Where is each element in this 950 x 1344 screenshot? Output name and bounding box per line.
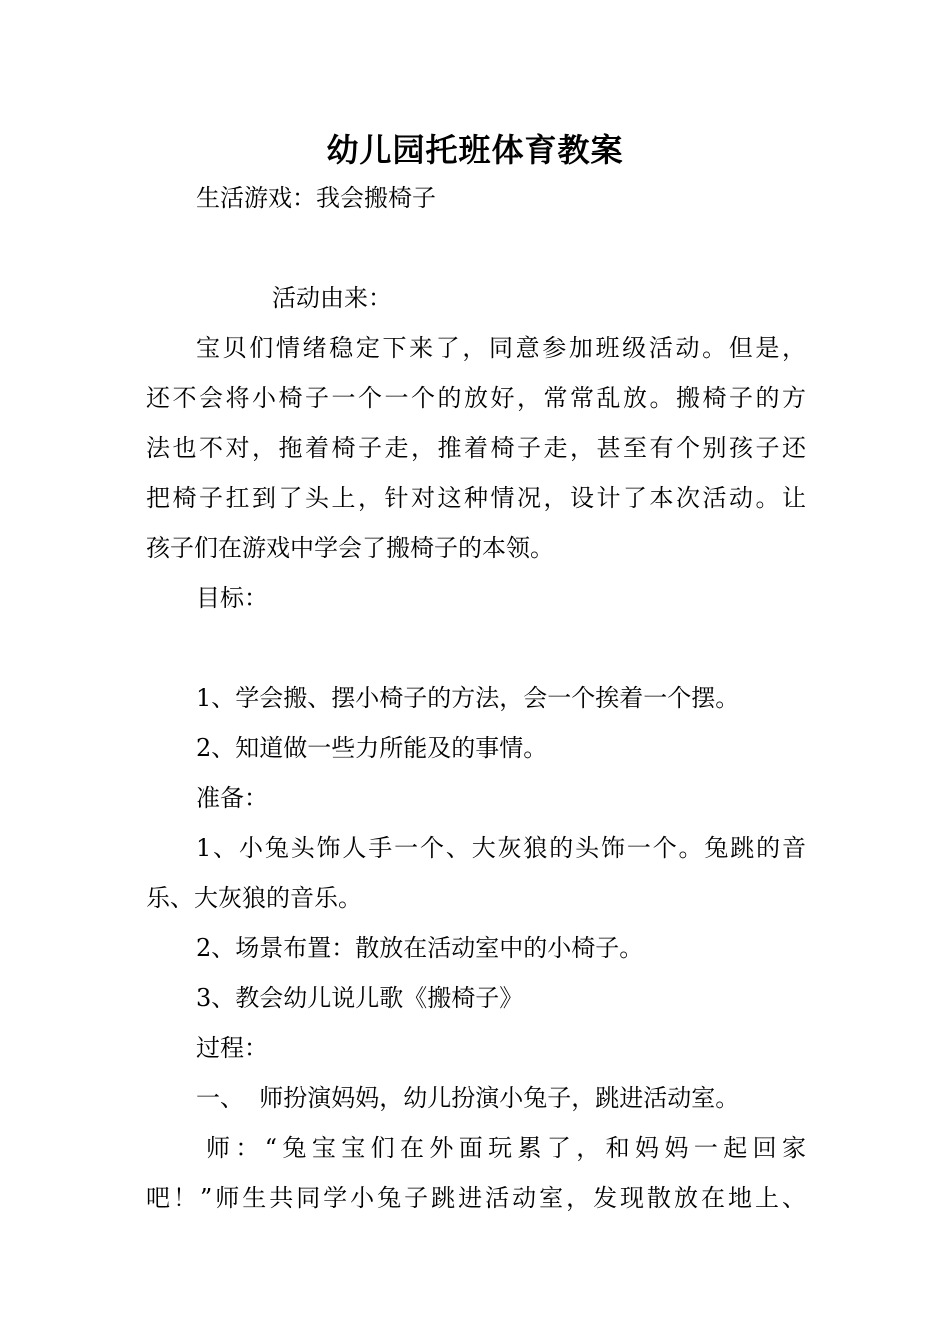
goal-item: 1、学会搬、摆小椅子的方法，会一个挨着一个摆。 <box>196 684 740 712</box>
section-heading-preparation: 准备： <box>196 784 268 812</box>
prep-item: 乐、大灰狼的音乐。 <box>146 884 362 912</box>
paragraph-line: 宝贝们情绪稳定下来了，同意参加班级活动。但是， <box>196 334 806 362</box>
goal-item: 2、知道做一些力所能及的事情。 <box>196 734 548 762</box>
paragraph-line: 法也不对，拖着椅子走，推着椅子走，甚至有个别孩子还 <box>146 434 806 462</box>
paragraph-line: 把椅子扛到了头上，针对这种情况，设计了本次活动。让 <box>146 484 806 512</box>
paragraph-line: 孩子们在游戏中学会了搬椅子的本领。 <box>146 534 554 562</box>
paragraph-line: 师：“兔宝宝们在外面玩累了，和妈妈一起回家 <box>206 1134 806 1162</box>
section-heading-process: 过程： <box>196 1034 268 1062</box>
paragraph-line: 还不会将小椅子一个一个的放好，常常乱放。搬椅子的方 <box>146 384 806 412</box>
process-step: 一、 师扮演妈妈，幼儿扮演小兔子，跳进活动室。 <box>196 1084 740 1112</box>
subtitle: 生活游戏：我会搬椅子 <box>196 184 436 212</box>
paragraph-line: 吧！”师生共同学小兔子跳进活动室，发现散放在地上、 <box>146 1184 806 1212</box>
section-heading-goals: 目标： <box>196 584 268 612</box>
prep-item: 3、教会幼儿说儿歌《搬椅子》 <box>196 984 524 1012</box>
prep-item: 2、场景布置：散放在活动室中的小椅子。 <box>196 934 644 962</box>
document-title: 幼儿园托班体育教案 <box>326 131 624 169</box>
prep-item: 1、小兔头饰人手一个、大灰狼的头饰一个。兔跳的音 <box>196 834 806 862</box>
section-heading-origin: 活动由来： <box>272 284 392 312</box>
